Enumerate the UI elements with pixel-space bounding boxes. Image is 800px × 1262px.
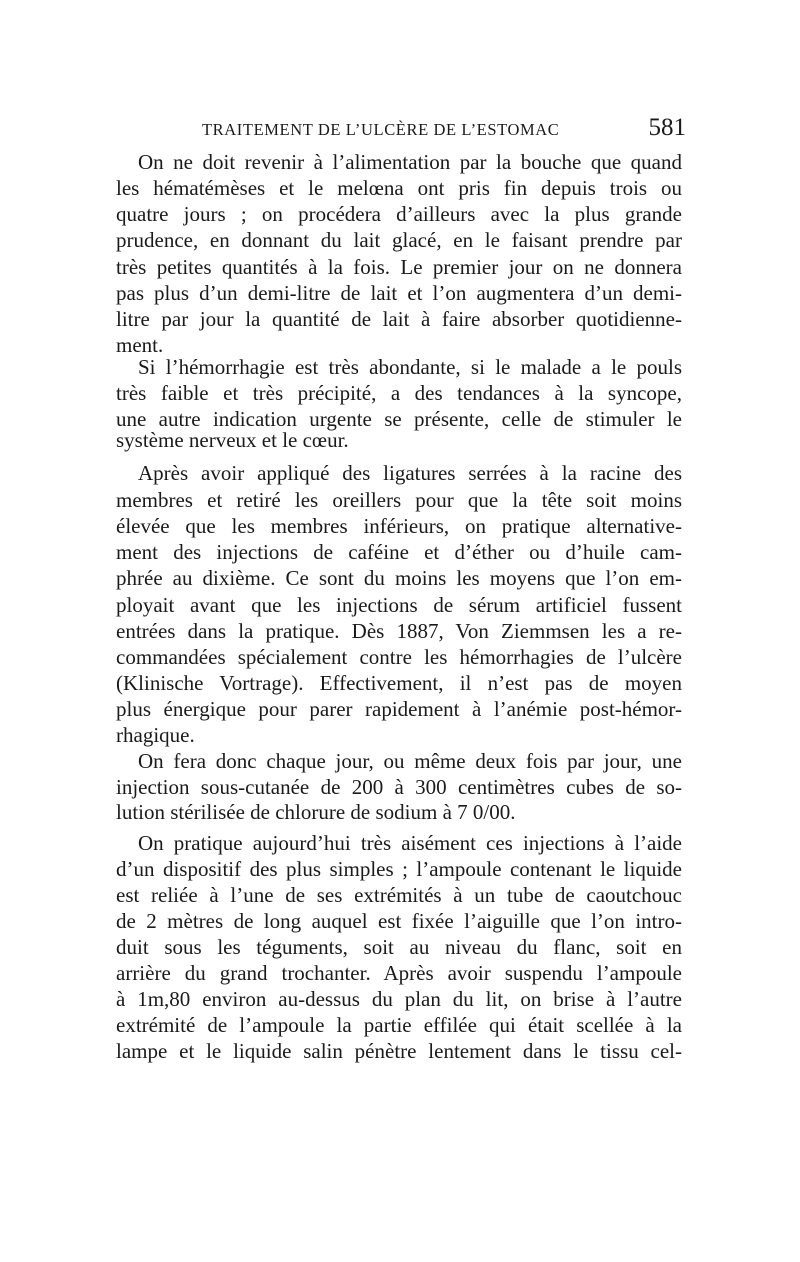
text-line: Après avoir appliqué des ligatures serrées à la racine des — [138, 461, 682, 485]
text-line: phrée au dixième. Ce sont du moins les moyens que l’on em- — [116, 566, 682, 590]
text-line: (Klinische Vortrage). Effectivement, il n’est pas de moyen — [116, 671, 682, 695]
text-line: Si l’hémorrhagie est très abondante, si le malade a le pouls — [138, 355, 682, 379]
text-line: de 2 mètres de long auquel est fixée l’aiguille que l’on intro- — [116, 909, 682, 933]
page-header — [116, 114, 688, 150]
page-number: 581 — [648, 114, 686, 141]
text-line: prudence, en donnant du lait glacé, en le faisant prendre par — [116, 228, 682, 252]
text-line: On ne doit revenir à l’alimentation par la bouche que quand — [138, 150, 682, 174]
text-line: ment des injections de caféine et d’éther ou d’huile cam- — [116, 540, 682, 564]
text-line: une autre indication urgente se présente, celle de stimuler le — [116, 407, 682, 431]
text-line: extrémité de l’ampoule la partie effilée qui était scellée à la — [116, 1013, 682, 1037]
text-line: lution stérilisée de chlorure de sodium à 7 0/00. — [116, 800, 516, 824]
text-line: rhagique. — [116, 723, 195, 747]
text-line: litre par jour la quantité de lait à faire absorber quotidienne- — [116, 307, 682, 331]
text-line: d’un dispositif des plus simples ; l’ampoule contenant le liquide — [116, 857, 682, 881]
text-line: très faible et très précipité, a des tendances à la syncope, — [116, 381, 682, 405]
text-line: plus énergique pour parer rapidement à l’anémie post-hémor- — [116, 697, 682, 721]
text-line: injection sous-cutanée de 200 à 300 centimètres cubes de so- — [116, 775, 682, 799]
running-title: TRAITEMENT DE L’ULCÈRE DE L’ESTOMAC — [202, 120, 560, 139]
text-line: ment. — [116, 333, 164, 357]
text-line: On fera donc chaque jour, ou même deux fois par jour, une — [138, 749, 682, 773]
text-line: membres et retiré les oreillers pour que la tête soit moins — [116, 488, 682, 512]
text-line: à 1m,80 environ au-dessus du plan du lit, on brise à l’autre — [116, 987, 682, 1011]
text-line: les hématémèses et le melœna ont pris fin depuis trois ou — [116, 176, 682, 200]
text-line: entrées dans la pratique. Dès 1887, Von Ziemmsen les a re- — [116, 619, 682, 643]
text-line: est reliée à l’une de ses extrémités à un tube de caoutchouc — [116, 883, 682, 907]
text-line: lampe et le liquide salin pénètre lentement dans le tissu cel- — [116, 1039, 682, 1063]
text-line: système nerveux et le cœur. — [116, 428, 349, 452]
text-line: On pratique aujourd’hui très aisément ces injections à l’aide — [138, 831, 682, 855]
text-line: duit sous les téguments, soit au niveau du flanc, soit en — [116, 935, 682, 959]
text-line: commandées spécialement contre les hémorrhagies de l’ulcère — [116, 645, 682, 669]
text-line: pas plus d’un demi-litre de lait et l’on augmentera d’un demi- — [116, 281, 682, 305]
text-line: quatre jours ; on procédera d’ailleurs avec la plus grande — [116, 202, 682, 226]
text-line: très petites quantités à la fois. Le premier jour on ne donnera — [116, 255, 682, 279]
text-line: arrière du grand trochanter. Après avoir suspendu l’ampoule — [116, 961, 682, 985]
text-line: élevée que les membres inférieurs, on pratique alternative- — [116, 514, 682, 538]
text-line: ployait avant que les injections de sérum artificiel fussent — [116, 593, 682, 617]
